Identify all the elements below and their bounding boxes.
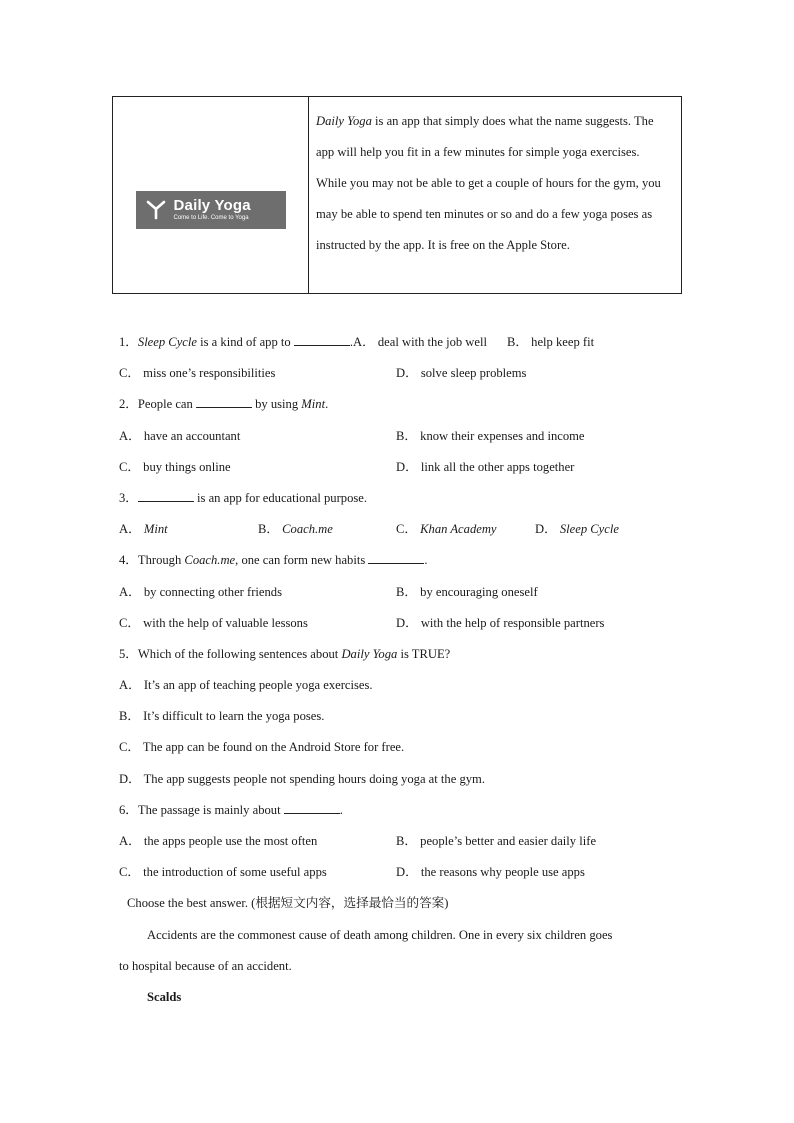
- answer-blank: [284, 800, 340, 814]
- passage-heading: Scalds: [147, 989, 182, 1004]
- question-1-options: [119, 358, 679, 389]
- option-a: A． Mint: [119, 522, 168, 537]
- option-c: C． the introduction of some useful apps: [119, 865, 327, 880]
- option-c: C． with the help of valuable lessons: [119, 615, 308, 630]
- option-b: B． know their expenses and income: [396, 428, 585, 443]
- questions: [119, 327, 679, 1013]
- question-6-options-cd: [119, 857, 679, 888]
- option-c: C． The app can be found on the Android Store for free.: [119, 740, 405, 755]
- option-b: B． Coach.me: [258, 522, 333, 537]
- option-b: B． It’s difficult to learn the yoga poses.: [119, 709, 325, 724]
- option-a: A． by connecting other friends: [119, 584, 282, 599]
- option-d: D． solve sleep problems: [396, 366, 527, 381]
- question-2: 2．People can by using Mint.: [119, 389, 679, 420]
- answer-blank: [196, 394, 252, 408]
- answer-blank: [368, 550, 424, 564]
- app-name: Daily Yoga: [316, 114, 372, 128]
- option-a: A． have an accountant: [119, 428, 241, 443]
- option-b: B． help keep fit: [507, 335, 595, 349]
- section-title: Choose the best answer. (根据短文内容，选择最恰当的答案): [127, 896, 449, 911]
- question-6-options-ab: [119, 826, 679, 857]
- daily-yoga-logo: [136, 191, 286, 229]
- passage-line-2: to hospital because of an accident.: [119, 958, 292, 973]
- app-description: [309, 97, 681, 293]
- option-a: A． deal with the job well: [353, 335, 487, 349]
- description-text: is an app that simply does what the name suggests. The app will help you fit in a few minutes for simple yoga exercises. While you may not be able to get a couple of hours for the gym, you may be able to spend ten minutes or so and do a few yoga poses as instructed by the app. It is free on the Apple Store.: [316, 114, 661, 252]
- option-d: D． The app suggests people not spending hours doing yoga at the gym.: [119, 771, 485, 786]
- question-4-options-ab: [119, 577, 679, 608]
- option-c: C． buy things online: [119, 459, 231, 474]
- question-2-options-cd: [119, 452, 679, 483]
- question-6: 6．The passage is mainly about .: [119, 795, 679, 826]
- answer-blank: [294, 332, 350, 346]
- option-d: D． the reasons why people use apps: [396, 865, 585, 880]
- question-1: 1．Sleep Cycle is a kind of app to .A． deal with the job well B． help keep fit: [119, 327, 679, 358]
- question-4-options-cd: [119, 608, 679, 639]
- passage-line-1: Accidents are the commonest cause of death among children. One in every six children goes: [147, 927, 613, 942]
- question-5: 5．Which of the following sentences about Daily Yoga is TRUE?: [119, 646, 451, 661]
- option-b: B． by encouraging oneself: [396, 584, 538, 599]
- option-d: D． with the help of responsible partners: [396, 615, 605, 630]
- logo-cell: [113, 97, 309, 293]
- question-3: 3． is an app for educational purpose.: [119, 483, 679, 514]
- option-b: B． people’s better and easier daily life: [396, 834, 597, 848]
- answer-blank: [138, 488, 194, 502]
- question-2-options-ab: [119, 421, 679, 452]
- option-d: D． link all the other apps together: [396, 459, 575, 474]
- logo-name: Daily Yoga: [173, 197, 251, 214]
- yoga-figure-icon: [144, 196, 168, 225]
- logo-tagline: Come to Life. Come to Yoga: [173, 215, 249, 221]
- question-3-options: [119, 514, 679, 545]
- option-a: A． the apps people use the most often: [119, 834, 318, 848]
- app-info-table: [112, 96, 682, 294]
- option-a: A． It’s an app of teaching people yoga exercises.: [119, 678, 373, 693]
- question-4: 4．Through Coach.me, one can form new habits .: [119, 545, 679, 576]
- option-c: C． Khan Academy: [396, 522, 497, 537]
- option-d: D． Sleep Cycle: [535, 522, 619, 537]
- option-c: C． miss one’s responsibilities: [119, 366, 276, 381]
